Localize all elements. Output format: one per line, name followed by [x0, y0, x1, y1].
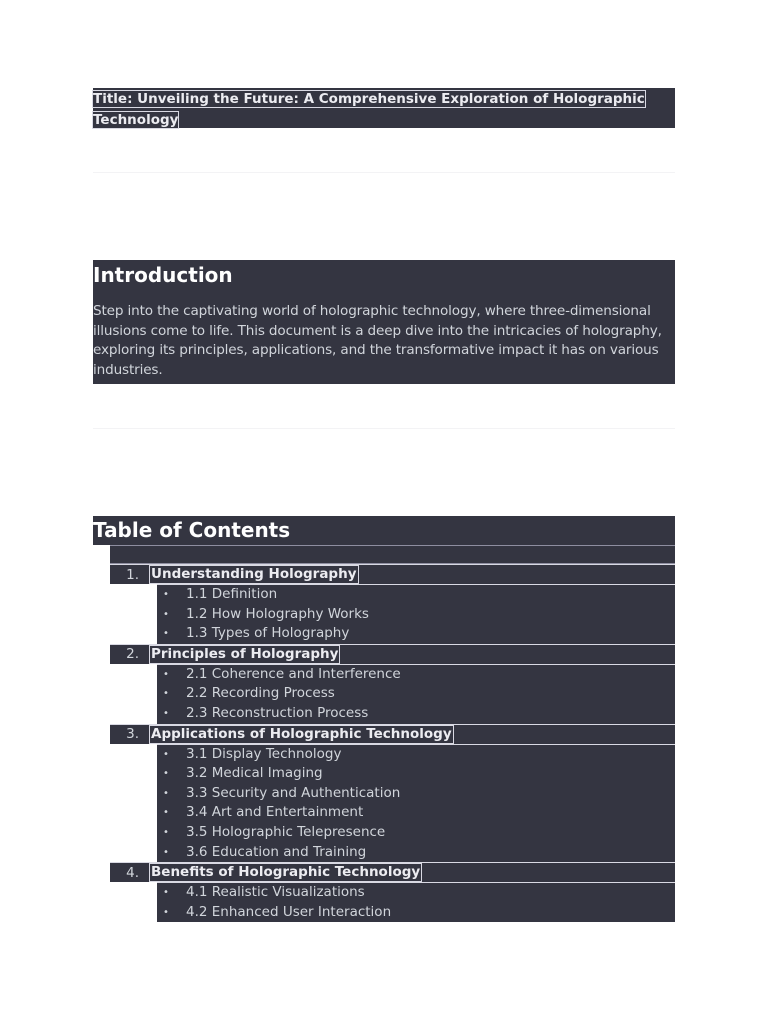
toc-subsection-list: [157, 744, 675, 863]
bullet-icon: •: [163, 768, 169, 780]
toc-section-row: [110, 644, 675, 664]
table-of-contents: [93, 516, 675, 922]
toc-subsection-item: [157, 704, 675, 724]
toc-subsection-label: 3.2 Medical Imaging: [186, 765, 323, 782]
toc-subsection-label: 4.2 Enhanced User Interaction: [186, 903, 392, 920]
bullet-icon: •: [163, 668, 169, 680]
divider: [93, 172, 675, 173]
bullet-icon: •: [163, 906, 169, 918]
bullet-icon: •: [163, 707, 169, 719]
document-title: Title: Unveiling the Future: A Comprehensive Exploration of Holographic Technology: [93, 91, 645, 128]
toc-subsection-item: [157, 784, 675, 804]
toc-subsection-item: [157, 764, 675, 784]
introduction-paragraph: Step into the captivating world of holographic technology, where three-dimensional illusions come to life. This document is a deep dive into the intricacies of holography, exploring its principles, applications, and the transformative impact it has on various industries.: [93, 303, 662, 378]
toc-subsection-item: [157, 624, 675, 644]
toc-section-title: Principles of Holography: [151, 645, 339, 662]
bullet-icon: •: [163, 748, 169, 760]
title-block: [93, 88, 675, 128]
toc-subsection-item: [157, 745, 675, 765]
toc-list: [93, 564, 675, 922]
toc-subsection-label: 3.3 Security and Authentication: [186, 784, 401, 801]
toc-section-title: Benefits of Holographic Technology: [151, 864, 421, 881]
toc-subsection-label: 3.5 Holographic Telepresence: [186, 823, 386, 840]
toc-section: [110, 862, 675, 922]
toc-subsection-label: 1.2 How Holography Works: [186, 605, 369, 622]
toc-subsection-item: [157, 605, 675, 625]
introduction-heading: Introduction: [93, 263, 233, 287]
toc-section-title: Understanding Holography: [151, 566, 357, 582]
toc-subsection-item: [157, 684, 675, 704]
toc-section-number: 3.: [126, 726, 139, 743]
toc-subsection-label: 3.6 Education and Training: [186, 843, 367, 860]
toc-subsection-label: 1.3 Types of Holography: [186, 625, 350, 642]
toc-subsection-label: 4.1 Realistic Visualizations: [186, 884, 365, 901]
toc-heading: Table of Contents: [93, 516, 675, 545]
bullet-icon: •: [163, 807, 169, 819]
toc-section-number: 1.: [126, 566, 139, 583]
toc-section-number: 4.: [126, 864, 139, 881]
toc-subsection-label: 1.1 Definition: [186, 586, 278, 602]
toc-subsection-list: [157, 664, 675, 724]
toc-subsection-item: [157, 883, 675, 903]
bullet-icon: •: [163, 628, 169, 640]
toc-section-row: [110, 724, 675, 744]
toc-section-row: [110, 564, 675, 584]
bullet-icon: •: [163, 787, 169, 799]
bullet-icon: •: [163, 826, 169, 838]
toc-subsection-item: [157, 585, 675, 605]
divider: [93, 428, 675, 429]
toc-subsection-label: 2.3 Reconstruction Process: [186, 704, 369, 721]
toc-subsection-label: 2.1 Coherence and Interference: [186, 665, 401, 682]
toc-section: [110, 564, 675, 644]
toc-subsection-item: [157, 843, 675, 863]
toc-subsection-item: [157, 823, 675, 843]
toc-subsection-item: [157, 803, 675, 823]
toc-section: [110, 724, 675, 863]
toc-section-title: Applications of Holographic Technology: [151, 725, 452, 742]
bullet-icon: •: [163, 608, 169, 620]
bullet-icon: •: [163, 589, 169, 600]
introduction-section: [93, 260, 675, 384]
toc-section-row: [110, 862, 675, 882]
toc-subsection-list: [157, 882, 675, 922]
toc-spacer: [110, 545, 675, 564]
bullet-icon: •: [163, 887, 169, 899]
toc-subsection-item: [157, 903, 675, 923]
bullet-icon: •: [163, 688, 169, 700]
toc-subsection-label: 3.4 Art and Entertainment: [186, 804, 364, 821]
toc-subsection-label: 2.2 Recording Process: [186, 685, 335, 702]
toc-section-number: 2.: [126, 646, 139, 663]
toc-subsection-item: [157, 665, 675, 685]
toc-section: [110, 644, 675, 724]
bullet-icon: •: [163, 846, 169, 858]
toc-subsection-label: 3.1 Display Technology: [186, 745, 342, 762]
toc-subsection-list: [157, 584, 675, 644]
